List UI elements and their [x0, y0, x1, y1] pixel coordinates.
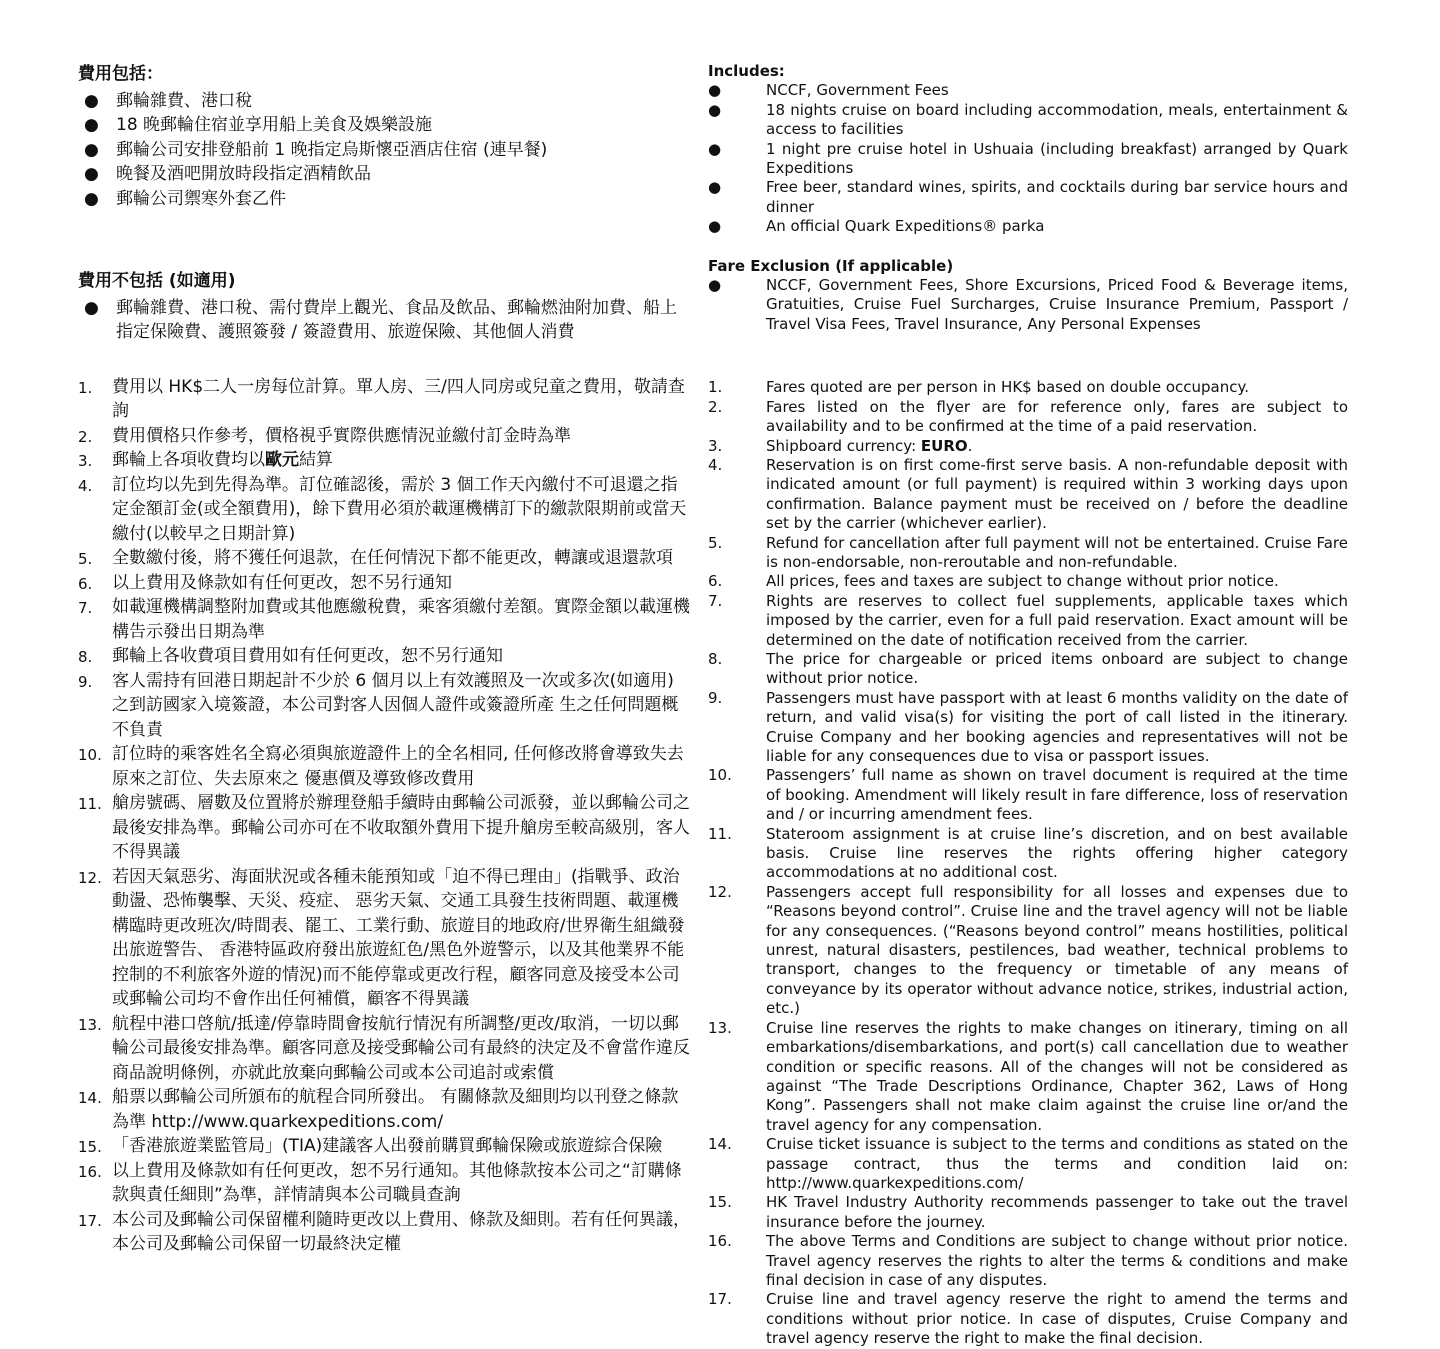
- term-number: 3.: [708, 436, 723, 455]
- term-text: 艙房號碼、層數及位置將於辦理登船手續時由郵輪公司派發，並以郵輪公司之最後安排為準。郵輪公司亦可在不收取額外費用下提升艙房至較高級別，客人不得異議: [112, 793, 690, 862]
- term-text: Cruise line reserves the rights to make changes on itinerary, timing on all embarkations/disembarkations, and port(s) call cancellation due to weather condition or specific reasons. All of the changes will not be considered as against “The Trade Descriptions Ordinance, Chapter 362, Laws of Hong Kong”. Passengers shall not make claim against the cruise line or/and the travel agency for any compensation.: [766, 1018, 1348, 1134]
- term-text: Fares quoted are per person in HK$ based on double occupancy.: [766, 378, 1250, 397]
- term-number: 5.: [708, 533, 723, 552]
- term-number: 8.: [78, 648, 93, 666]
- term-number: 1.: [78, 378, 93, 397]
- term-number: 10.: [78, 746, 102, 764]
- list-item-text: NCCF, Government Fees, Shore Excursions, Priced Food & Beverage items, Gratuities, Cruise Fuel Surcharges, Cruise Insurance Premium, Passport / Travel Visa Fees, Travel Insurance, Any Personal Expenses: [766, 276, 1348, 333]
- en-term-item: [708, 592, 1348, 650]
- zh-include-item: [78, 162, 690, 187]
- en-term-item: [708, 825, 1348, 883]
- zh-term-item: [78, 865, 690, 1012]
- term-number: 13.: [78, 1015, 102, 1034]
- term-number: 14.: [78, 1089, 102, 1107]
- list-item-text: 郵輪雜費、港口稅: [116, 90, 252, 111]
- zh-includes-heading: 費用包括：: [78, 64, 163, 84]
- term-text: Stateroom assignment is at cruise line’s discretion, and on best available basis. Cruise line reserves the rights offering higher category accommodations at no additional cost.: [766, 824, 1348, 882]
- zh-term-item: [78, 1134, 690, 1159]
- term-number: 13.: [708, 1018, 732, 1037]
- term-text: Refund for cancellation after full payment will not be entertained. Cruise Fare is non-endorsable, non-reroutable and non-refundable.: [766, 533, 1348, 571]
- zh-exclusion-item: [78, 296, 690, 345]
- en-term-item: [708, 1290, 1348, 1348]
- zh-term-item: [78, 375, 690, 424]
- term-number: 7.: [708, 591, 723, 610]
- term-text: 郵輪上各項收費均以: [112, 450, 265, 470]
- list-item-text: An official Quark Expeditions® parka: [766, 217, 1045, 236]
- zh-terms-list: [78, 375, 690, 1257]
- zh-term-item: [78, 1085, 690, 1134]
- en-include-item: [708, 178, 1348, 217]
- term-text: HK Travel Industry Authority recommends passenger to take out the travel insurance before the journey.: [766, 1193, 1348, 1231]
- term-text: 訂位均以先到先得為準。訂位確認後，需於 3 個工作天內繳付不可退還之指定金額訂金(或全額費用)，餘下費用必須於載運機構訂下的繳款限期前或當天繳付(以較早之日期計算): [112, 474, 687, 544]
- term-text: 若因天氣惡劣、海面狀況或各種未能預知或「迫不得已理由」(指戰爭、政治動盪、恐怖襲擊、天災、疫症、 惡劣天氣、交通工具發生技術問題、載運機構臨時更改班次/時間表、罷工、工業行動、旅遊目的地政府/世界衛生組織發出旅遊警告、 香港特區政府發出旅遊紅色/黑色外遊警示，以及其他業界不能控制的不利旅客外遊的情況)而不能停靠或更改行程，顧客同意及接受本公司或郵輪公司均不會作出任何補償，顧客不得異議: [112, 866, 685, 1009]
- zh-term-item: [78, 669, 690, 743]
- en-include-item: [708, 140, 1348, 179]
- term-number: 3.: [78, 452, 93, 470]
- en-term-item: [708, 689, 1348, 767]
- zh-term-item: [78, 1159, 690, 1208]
- term-number: 6.: [78, 574, 93, 593]
- bullet-icon: ●: [84, 188, 99, 209]
- en-term-item: [708, 437, 1348, 456]
- term-number: 11.: [708, 824, 732, 843]
- list-item-text: 郵輪公司禦寒外套乙件: [116, 188, 286, 209]
- term-text: 費用價格只作參考，價格視乎實際供應情況並繳付訂金時為準: [112, 425, 571, 446]
- term-text: 郵輪上各收費項目費用如有任何更改，恕不另行通知: [112, 646, 503, 666]
- term-text: 「香港旅遊業監管局」(TIA)建議客人出發前購買郵輪保險或旅遊綜合保險: [112, 1136, 663, 1156]
- en-term-item: [708, 1232, 1348, 1290]
- bullet-icon: ●: [84, 90, 99, 111]
- en-includes-list: [708, 81, 1348, 236]
- bullet-icon: ●: [708, 178, 722, 197]
- zh-term-item: [78, 742, 690, 791]
- en-term-item: [708, 650, 1348, 689]
- list-item-text: 郵輪雜費、港口稅、需付費岸上觀光、食品及飲品、郵輪燃油附加費、船上指定保險費、護照簽發 / 簽證費用、旅遊保險、其他個人消費: [116, 297, 677, 342]
- en-include-item: [708, 217, 1348, 236]
- term-text-after: .: [967, 436, 973, 455]
- term-number: 6.: [708, 572, 723, 591]
- en-exclusions-list: [708, 276, 1348, 334]
- zh-term-item: [78, 546, 690, 571]
- term-text: Reservation is on first come-first serve basis. A non-refundable deposit with indicated amount (or full payment) is required within 3 working days upon confirmation. Balance payment must be received on / before the deadline set by the carrier (whichever earlier).: [766, 455, 1348, 533]
- term-text: The price for chargeable or priced items onboard are subject to change without prior notice.: [766, 649, 1348, 688]
- term-number: 12.: [78, 868, 102, 887]
- term-number: 14.: [708, 1135, 732, 1154]
- list-item-text: 18 晚郵輪住宿並享用船上美食及娛樂設施: [116, 115, 433, 135]
- term-number: 5.: [78, 550, 93, 568]
- en-exclusion-item: [708, 276, 1348, 334]
- term-text: 如載運機構調整附加費或其他應繳稅費，乘客須繳付差額。實際金額以載運機構告示發出日期為準: [112, 597, 690, 642]
- zh-term-item: [78, 448, 690, 473]
- en-exclusions-heading: Fare Exclusion (If applicable): [708, 256, 954, 275]
- term-text: The above Terms and Conditions are subject to change without prior notice. Travel agency reserves the rights to alter the terms & conditions and make final decision in case of any disputes.: [766, 1232, 1348, 1289]
- bullet-icon: ●: [84, 297, 99, 318]
- bullet-icon: ●: [84, 115, 99, 135]
- term-text: Passengers accept full responsibility for all losses and expenses due to “Reasons beyond control”. Cruise line and the travel agency will not be liable for any consequences. (“Reasons beyond control” means hostilities, political unrest, natural disasters, pestilences, bad weather, technical problems to transport, changes to the frequency or timetable of any means of conveyance by its operator without advance notice, strikes, industrial action, etc.): [766, 882, 1348, 1018]
- term-bold-text: 歐元: [265, 450, 299, 470]
- bullet-icon: ●: [84, 164, 99, 184]
- en-term-item: [708, 1193, 1348, 1232]
- zh-term-item: [78, 473, 690, 547]
- en-terms-list: [708, 378, 1348, 1348]
- zh-term-item: [78, 644, 690, 669]
- term-number: 15.: [78, 1138, 102, 1156]
- term-number: 2.: [78, 427, 93, 446]
- term-text: All prices, fees and taxes are subject to change without prior notice.: [766, 572, 1279, 591]
- zh-include-item: [78, 138, 690, 163]
- bullet-icon: ●: [708, 81, 722, 100]
- en-includes-heading: Includes:: [708, 62, 785, 80]
- zh-include-item: [78, 187, 690, 212]
- term-number: 4.: [78, 476, 93, 495]
- zh-term-item: [78, 791, 690, 865]
- term-number: 12.: [708, 882, 732, 901]
- en-term-item: [708, 456, 1348, 534]
- term-text: 訂位時的乘客姓名全寫必須與旅遊證件上的全名相同, 任何修改將會導致失去原來之訂位、失去原來之 優惠價及導致修改費用: [112, 744, 684, 789]
- en-include-item: [708, 81, 1348, 100]
- term-text: Cruise ticket issuance is subject to the terms and conditions as stated on the passage contract, thus the terms and condition laid on: http://www.quarkexpeditions.com/: [766, 1135, 1348, 1192]
- bullet-icon: ●: [708, 276, 722, 295]
- list-item-text: NCCF, Government Fees: [766, 81, 949, 100]
- list-item-text: 郵輪公司安排登船前 1 晚指定烏斯懷亞酒店住宿 (連早餐): [116, 139, 548, 160]
- list-item-text: 1 night pre cruise hotel in Ushuaia (including breakfast) arranged by Quark Expeditions: [766, 139, 1348, 178]
- bullet-icon: ●: [708, 139, 722, 158]
- bullet-icon: ●: [708, 100, 722, 119]
- list-item-text: Free beer, standard wines, spirits, and cocktails during bar service hours and dinner: [766, 178, 1348, 216]
- term-text: Fares listed on the flyer are for reference only, fares are subject to availability and to be confirmed at the time of a paid reservation.: [766, 397, 1348, 436]
- en-term-item: [708, 534, 1348, 573]
- en-term-item: [708, 1135, 1348, 1193]
- zh-term-item: [78, 1208, 690, 1257]
- en-term-item: [708, 572, 1348, 591]
- term-text: Passengers’ full name as shown on travel document is required at the time of booking. Amendment will likely result in fare difference, loss of reservation and / or incurring amendment fees.: [766, 766, 1348, 824]
- term-text: Rights are reserves to collect fuel supplements, applicable taxes which imposed by the carrier, even for a full paid reservation. Exact amount will be determined on the date of notification received from the carrier.: [766, 591, 1348, 649]
- en-term-item: [708, 766, 1348, 824]
- term-number: 9.: [708, 688, 723, 707]
- en-term-item: [708, 398, 1348, 437]
- bullet-icon: ●: [708, 217, 722, 236]
- term-text: 客人需持有回港日期起計不少於 6 個月以上有效護照及一次或多次(如適用)之到訪國家入境簽證，本公司對客人因個人證件或簽證所產 生之任何問題概不負責: [112, 670, 679, 740]
- term-text: 以上費用及條款如有任何更改，恕不另行通知: [112, 572, 452, 593]
- term-text-after: 結算: [299, 450, 333, 470]
- term-text: 費用以 HK$二人一房每位計算。單人房、三/四人同房或兒童之費用，敬請查詢: [112, 376, 685, 421]
- term-number: 16.: [708, 1232, 732, 1251]
- term-text: 航程中港口啓航/抵達/停靠時間會按航行情況有所調整/更改/取消，一切以郵輪公司最後安排為準。顧客同意及接受郵輪公司有最終的決定及不會當作違反商品說明條例，亦就此放棄向郵輪公司或本公司追討或索償: [112, 1013, 690, 1083]
- term-text: Shipboard currency:: [766, 436, 921, 455]
- term-text: 全數繳付後，將不獲任何退款，在任何情況下都不能更改，轉讓或退還款項: [112, 548, 673, 568]
- term-number: 8.: [708, 649, 723, 668]
- zh-term-item: [78, 424, 690, 449]
- zh-exclusions-list: [78, 296, 690, 345]
- list-item-text: 晚餐及酒吧開放時段指定酒精飲品: [116, 164, 371, 184]
- term-number: 11.: [78, 795, 102, 813]
- en-term-item: [708, 378, 1348, 397]
- term-text: 以上費用及條款如有任何更改，恕不另行通知。其他條款按本公司之“訂購條款與責任細則”為準，詳情請與本公司職員查詢: [112, 1160, 682, 1205]
- zh-exclusions-heading: 費用不包括 (如適用): [78, 271, 236, 291]
- list-item-text: 18 nights cruise on board including accommodation, meals, entertainment & access to facilities: [766, 100, 1348, 139]
- term-text: 本公司及郵輪公司保留權利隨時更改以上費用、條款及細則。若有任何異議，本公司及郵輪公司保留一切最終決定權: [112, 1209, 690, 1254]
- zh-includes-list: [78, 89, 690, 212]
- term-text: Passengers must have passport with at least 6 months validity on the date of return, and valid visa(s) for visiting the port of call listed in the itinerary. Cruise Company and her booking agencies and representatives will not be liable for any consequences due to visa or passport issues.: [766, 688, 1349, 765]
- term-text: Cruise line and travel agency reserve the right to amend the terms and conditions without prior notice. In case of disputes, Cruise Company and travel agency reserve the right to make the final decision.: [766, 1290, 1348, 1348]
- term-bold-text: EURO: [920, 436, 968, 455]
- term-number: 17.: [708, 1290, 732, 1309]
- en-term-item: [708, 883, 1348, 1019]
- zh-include-item: [78, 113, 690, 138]
- bullet-icon: ●: [84, 139, 99, 160]
- english-column: [708, 62, 1348, 1349]
- term-number: 7.: [78, 599, 93, 617]
- term-text: 船票以郵輪公司所頒布的航程合同所發出。 有關條款及細則均以刊登之條款為準 http://www.quarkexpeditions.com/: [112, 1087, 679, 1132]
- zh-term-item: [78, 571, 690, 596]
- term-number: 17.: [78, 1211, 102, 1230]
- term-number: 15.: [708, 1193, 732, 1212]
- term-number: 2.: [708, 397, 723, 416]
- en-term-item: [708, 1019, 1348, 1135]
- en-include-item: [708, 101, 1348, 140]
- term-number: 9.: [78, 672, 93, 691]
- zh-term-item: [78, 1012, 690, 1086]
- chinese-column: [78, 62, 690, 1257]
- term-number: 16.: [78, 1162, 102, 1181]
- term-number: 4.: [708, 455, 723, 474]
- term-number: 1.: [708, 378, 723, 397]
- zh-term-item: [78, 595, 690, 644]
- zh-include-item: [78, 89, 690, 114]
- term-number: 10.: [708, 766, 732, 785]
